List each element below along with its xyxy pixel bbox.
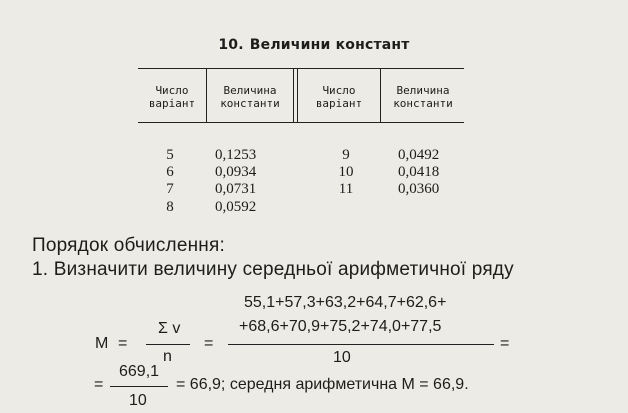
table-cell-variant: 10 — [338, 164, 354, 180]
table-cell-value: 0,0731 — [215, 181, 257, 197]
header-constant-value: Величина константи — [393, 84, 453, 110]
formula-sum-fraction-bar — [146, 344, 190, 345]
table-cell-value: 0,0418 — [398, 164, 440, 180]
formula-result-text: = 66,9; середня арифметична M = 66,9. — [176, 376, 469, 393]
formula-equals: = — [500, 335, 510, 352]
table-cell-value: 0,0492 — [398, 147, 440, 163]
formula-fraction-numerator: 669,1 — [119, 363, 160, 380]
formula-denominator: 10 — [333, 349, 351, 366]
formula-sum-denominator: n — [163, 348, 172, 365]
formula-equals: = — [204, 335, 214, 352]
formula-fraction-bar — [110, 386, 168, 387]
header-constant-value: Величина константи — [220, 84, 280, 110]
table-number: 10. — [218, 37, 244, 53]
table-double-divider-b — [297, 69, 298, 122]
table-cell-variant: 6 — [166, 164, 174, 180]
table-header-rule — [138, 122, 464, 123]
table-cell-variant: 8 — [166, 199, 174, 215]
table-cell-variant: 7 — [166, 181, 174, 197]
formula-numerator-line-2: +68,6+70,9+75,2+74,0+77,5 — [239, 318, 442, 335]
table-double-divider-a — [293, 69, 294, 122]
formula-sum-numerator: Σ v — [158, 320, 181, 337]
formula-numerator-line-1: 55,1+57,3+63,2+64,7+62,6+ — [244, 294, 447, 311]
formula-equals: = — [118, 335, 128, 352]
header-variant-number: Число варіант — [315, 84, 363, 110]
procedure-step-1: 1. Визначити величину середньої арифметичної ряду — [32, 259, 514, 280]
table-title: Величини констант — [249, 37, 410, 53]
table-divider — [206, 69, 207, 122]
formula-m-symbol: M — [95, 335, 109, 352]
table-cell-value: 0,0934 — [215, 164, 257, 180]
procedure-heading: Порядок обчислення: — [32, 235, 225, 256]
table-cell-variant: 9 — [342, 147, 350, 163]
formula-fraction-denominator: 10 — [129, 392, 147, 409]
formula-equals: = — [94, 376, 104, 393]
table-top-rule — [138, 68, 464, 69]
formula-main-fraction-bar — [228, 344, 494, 345]
table-cell-value: 0,1253 — [215, 147, 257, 163]
table-cell-value: 0,0360 — [398, 181, 440, 197]
table-cell-variant: 5 — [166, 147, 174, 163]
table-cell-value: 0,0592 — [215, 199, 257, 215]
table-divider — [380, 69, 381, 122]
table-cell-variant: 11 — [338, 181, 354, 197]
table-caption — [0, 37, 628, 53]
header-variant-number: Число варіант — [148, 84, 196, 110]
